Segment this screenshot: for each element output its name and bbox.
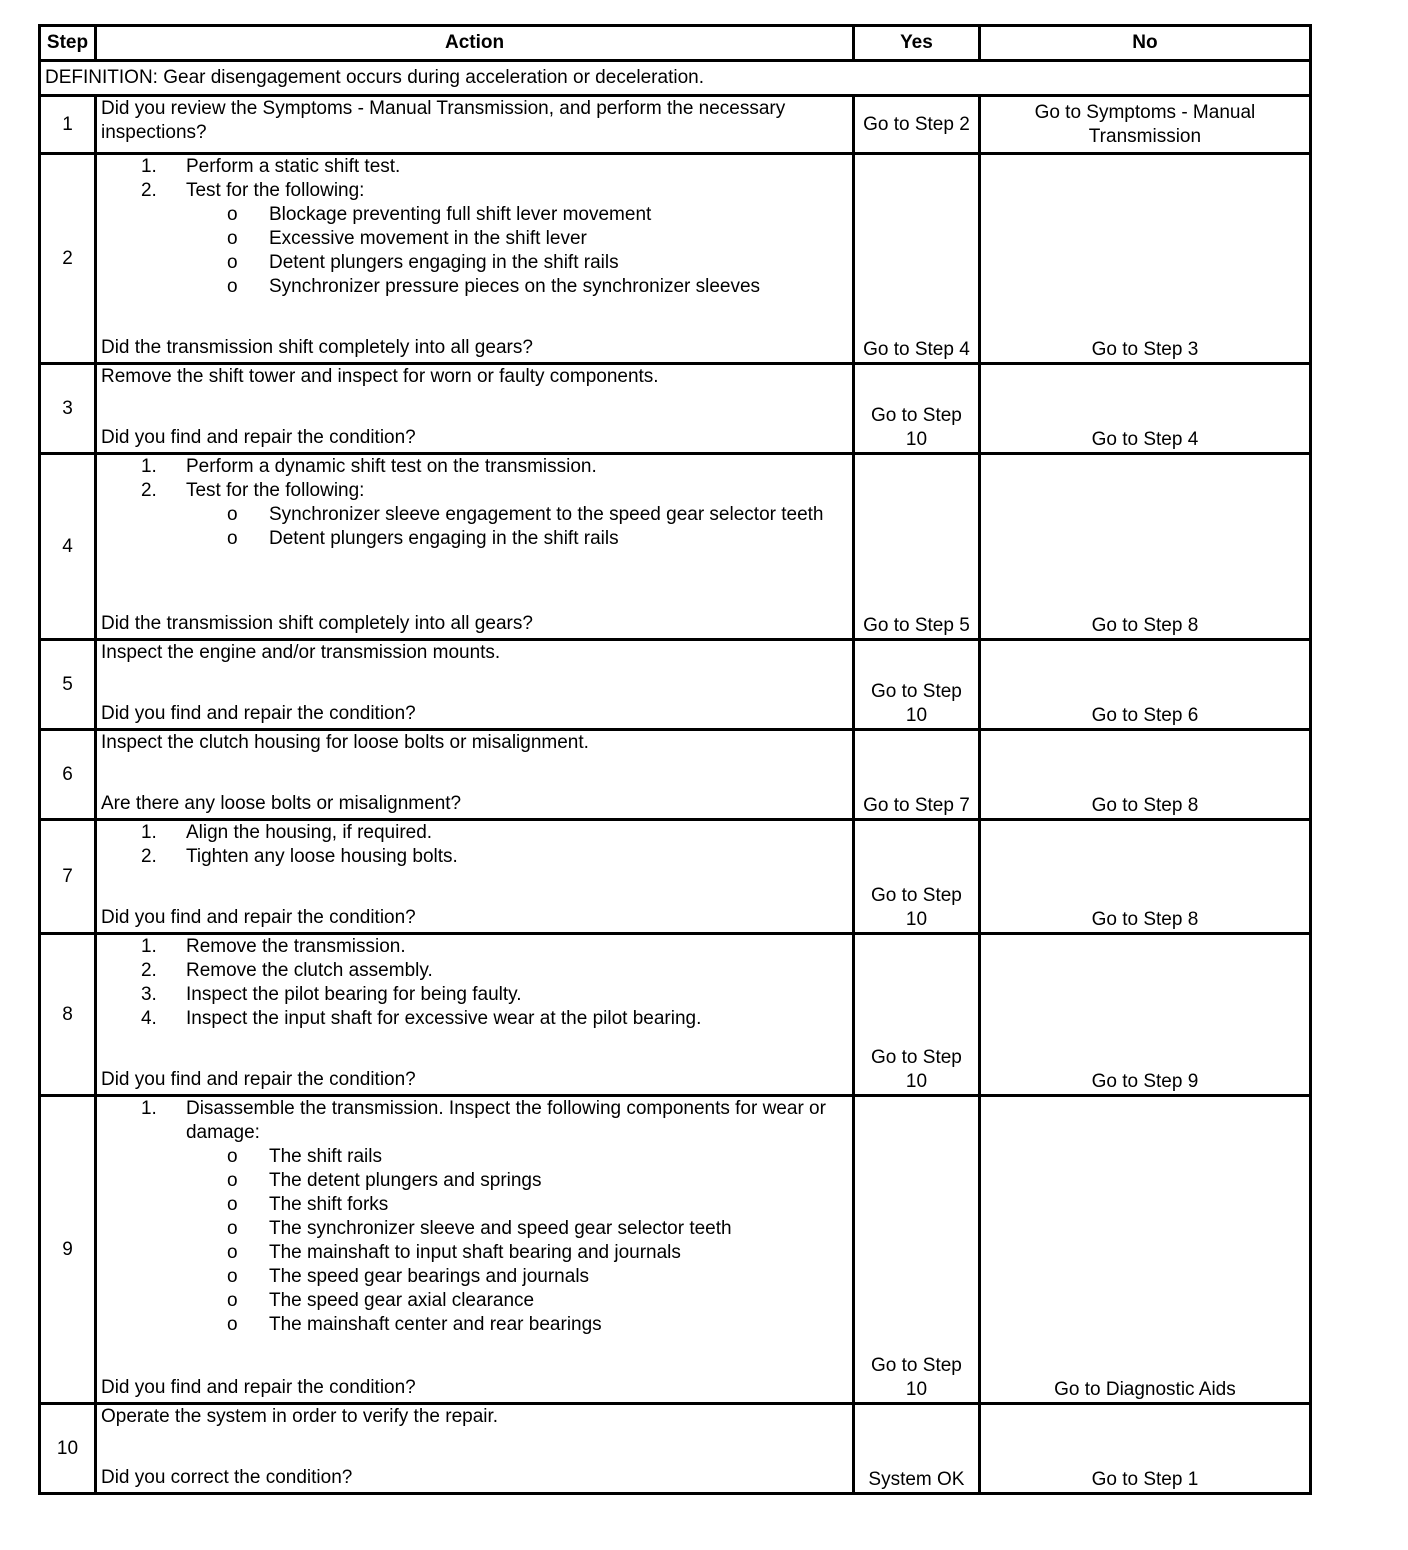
bullet-item	[101, 1289, 848, 1313]
action-cell	[95, 364, 853, 454]
bullet-item	[101, 1145, 848, 1169]
list-item	[101, 479, 848, 503]
bullet-item	[101, 1217, 848, 1241]
table-row	[40, 1404, 1311, 1494]
no-result: Go to Step 9	[979, 934, 1310, 1096]
table-row	[40, 820, 1311, 934]
list-item	[101, 1007, 848, 1031]
bullet-text: The shift forks	[268, 1194, 389, 1215]
list-text: Remove the clutch assembly.	[185, 960, 433, 981]
bullet-item	[101, 227, 848, 251]
step-number: 2	[40, 154, 96, 364]
yes-result: System OK	[854, 1404, 980, 1494]
action-cell	[95, 1096, 853, 1404]
list-item	[101, 935, 848, 959]
action-intro: Operate the system in order to verify the repair.	[100, 1406, 499, 1427]
bullet-list	[101, 203, 848, 299]
yes-result: Go to Step 7	[854, 730, 980, 820]
action-cell	[95, 820, 853, 934]
action-question: Are there any loose bolts or misalignment?	[100, 793, 462, 814]
no-result: Go to Step 8	[979, 454, 1310, 640]
no-result: Go to Diagnostic Aids	[979, 1096, 1310, 1404]
yes-result: Go to Step 2	[854, 96, 980, 154]
list-item	[101, 179, 848, 203]
circle-bullet-icon: o	[226, 1146, 238, 1167]
bullet-text: The speed gear axial clearance	[268, 1290, 535, 1311]
bullet-text: The mainshaft center and rear bearings	[268, 1314, 602, 1335]
action-intro: Did you review the Symptoms - Manual Transmission, and perform the necessary inspections?	[100, 98, 786, 143]
list-number: 4.	[140, 1008, 157, 1029]
bullet-list	[101, 503, 848, 551]
no-result: Go to Step 3	[979, 154, 1310, 364]
list-number: 1.	[140, 456, 157, 477]
list-number: 1.	[140, 1098, 157, 1119]
bullet-text: The shift rails	[268, 1146, 382, 1167]
numbered-list	[101, 1097, 848, 1145]
numbered-list	[101, 935, 848, 1031]
list-number: 2.	[140, 180, 157, 201]
definition-text: DEFINITION: Gear disengagement occurs during acceleration or deceleration.	[40, 61, 1311, 96]
table-row	[40, 934, 1311, 1096]
definition-row	[40, 61, 1311, 96]
list-text: Align the housing, if required.	[185, 822, 433, 843]
list-text: Perform a static shift test.	[185, 156, 401, 177]
header-step: Step	[40, 26, 96, 61]
list-item	[101, 1097, 848, 1145]
action-question: Did you find and repair the condition?	[100, 1069, 416, 1090]
bullet-item	[101, 1313, 848, 1337]
list-text: Remove the transmission.	[185, 936, 406, 957]
no-result: Go to Step 6	[979, 640, 1310, 730]
bullet-text: The speed gear bearings and journals	[268, 1266, 590, 1287]
circle-bullet-icon: o	[226, 204, 238, 225]
step-number: 6	[40, 730, 96, 820]
no-result: Go to Step 8	[979, 730, 1310, 820]
table-row	[40, 730, 1311, 820]
table-row	[40, 154, 1311, 364]
action-question: Did you find and repair the condition?	[100, 1377, 416, 1398]
action-intro: Inspect the engine and/or transmission mounts.	[100, 642, 501, 663]
action-question: Did you find and repair the condition?	[100, 907, 416, 928]
step-number: 10	[40, 1404, 96, 1494]
numbered-list	[101, 155, 848, 203]
header-action: Action	[95, 26, 853, 61]
action-cell	[95, 96, 853, 154]
bullet-text: Detent plungers engaging in the shift rails	[268, 252, 619, 273]
list-text: Test for the following:	[185, 480, 365, 501]
bullet-item	[101, 527, 848, 551]
list-number: 1.	[140, 822, 157, 843]
action-cell	[95, 154, 853, 364]
table-row	[40, 96, 1311, 154]
bullet-item	[101, 203, 848, 227]
action-question: Did you find and repair the condition?	[100, 427, 416, 448]
action-intro: Inspect the clutch housing for loose bolts or misalignment.	[100, 732, 589, 753]
list-text: Test for the following:	[185, 180, 365, 201]
step-number: 8	[40, 934, 96, 1096]
circle-bullet-icon: o	[226, 228, 238, 249]
circle-bullet-icon: o	[226, 252, 238, 273]
list-text: Perform a dynamic shift test on the transmission.	[185, 456, 597, 477]
bullet-text: Synchronizer sleeve engagement to the speed gear selector teeth	[268, 504, 824, 525]
step-number: 5	[40, 640, 96, 730]
table-row	[40, 640, 1311, 730]
list-item	[101, 959, 848, 983]
yes-result: Go to Step 10	[854, 934, 980, 1096]
step-number: 4	[40, 454, 96, 640]
circle-bullet-icon: o	[226, 1170, 238, 1191]
step-number: 1	[40, 96, 96, 154]
action-cell	[95, 1404, 853, 1494]
no-result: Go to Step 1	[979, 1404, 1310, 1494]
step-number: 7	[40, 820, 96, 934]
list-number: 1.	[140, 156, 157, 177]
list-number: 3.	[140, 984, 157, 1005]
action-cell	[95, 640, 853, 730]
table-row	[40, 454, 1311, 640]
bullet-text: Excessive movement in the shift lever	[268, 228, 587, 249]
circle-bullet-icon: o	[226, 528, 238, 549]
list-item	[101, 983, 848, 1007]
circle-bullet-icon: o	[226, 1290, 238, 1311]
no-result: Go to Step 4	[979, 364, 1310, 454]
numbered-list	[101, 455, 848, 503]
yes-result: Go to Step 10	[854, 1096, 980, 1404]
list-number: 2.	[140, 960, 157, 981]
action-cell	[95, 730, 853, 820]
list-item	[101, 821, 848, 845]
circle-bullet-icon: o	[226, 276, 238, 297]
numbered-list	[101, 821, 848, 869]
yes-result: Go to Step 10	[854, 820, 980, 934]
yes-result: Go to Step 4	[854, 154, 980, 364]
bullet-text: Synchronizer pressure pieces on the synchronizer sleeves	[268, 276, 761, 297]
step-number: 9	[40, 1096, 96, 1404]
bullet-item	[101, 1169, 848, 1193]
circle-bullet-icon: o	[226, 1242, 238, 1263]
action-question: Did the transmission shift completely into all gears?	[100, 337, 533, 358]
step-number: 3	[40, 364, 96, 454]
list-number: 2.	[140, 480, 157, 501]
yes-result: Go to Step 5	[854, 454, 980, 640]
bullet-text: Blockage preventing full shift lever movement	[268, 204, 652, 225]
action-question: Did the transmission shift completely into all gears?	[100, 613, 533, 634]
header-yes: Yes	[854, 26, 980, 61]
list-item	[101, 155, 848, 179]
bullet-text: The synchronizer sleeve and speed gear selector teeth	[268, 1218, 732, 1239]
list-item	[101, 455, 848, 479]
bullet-text: The mainshaft to input shaft bearing and journals	[268, 1242, 681, 1263]
bullet-text: The detent plungers and springs	[268, 1170, 542, 1191]
header-row	[40, 26, 1311, 61]
no-result: Go to Symptoms - Manual Transmission	[979, 96, 1310, 154]
list-text: Disassemble the transmission. Inspect the following components for wear or damage:	[185, 1098, 826, 1143]
list-text: Inspect the pilot bearing for being faulty.	[185, 984, 522, 1005]
diagnostic-table	[38, 24, 1312, 1495]
bullet-item	[101, 1241, 848, 1265]
list-item	[101, 845, 848, 869]
yes-result: Go to Step 10	[854, 640, 980, 730]
action-cell	[95, 934, 853, 1096]
list-text: Inspect the input shaft for excessive wear at the pilot bearing.	[185, 1008, 702, 1029]
circle-bullet-icon: o	[226, 504, 238, 525]
header-no: No	[979, 26, 1310, 61]
action-question: Did you find and repair the condition?	[100, 703, 416, 724]
bullet-item	[101, 1193, 848, 1217]
action-cell	[95, 454, 853, 640]
bullet-item	[101, 1265, 848, 1289]
circle-bullet-icon: o	[226, 1218, 238, 1239]
circle-bullet-icon: o	[226, 1314, 238, 1335]
action-question: Did you correct the condition?	[100, 1467, 353, 1488]
circle-bullet-icon: o	[226, 1194, 238, 1215]
bullet-item	[101, 275, 848, 299]
list-number: 2.	[140, 846, 157, 867]
action-intro: Remove the shift tower and inspect for worn or faulty components.	[100, 366, 659, 387]
list-number: 1.	[140, 936, 157, 957]
bullet-item	[101, 251, 848, 275]
bullet-list	[101, 1145, 848, 1337]
bullet-item	[101, 503, 848, 527]
no-result: Go to Step 8	[979, 820, 1310, 934]
table-row	[40, 1096, 1311, 1404]
list-text: Tighten any loose housing bolts.	[185, 846, 458, 867]
yes-result: Go to Step 10	[854, 364, 980, 454]
circle-bullet-icon: o	[226, 1266, 238, 1287]
table-row	[40, 364, 1311, 454]
bullet-text: Detent plungers engaging in the shift rails	[268, 528, 619, 549]
